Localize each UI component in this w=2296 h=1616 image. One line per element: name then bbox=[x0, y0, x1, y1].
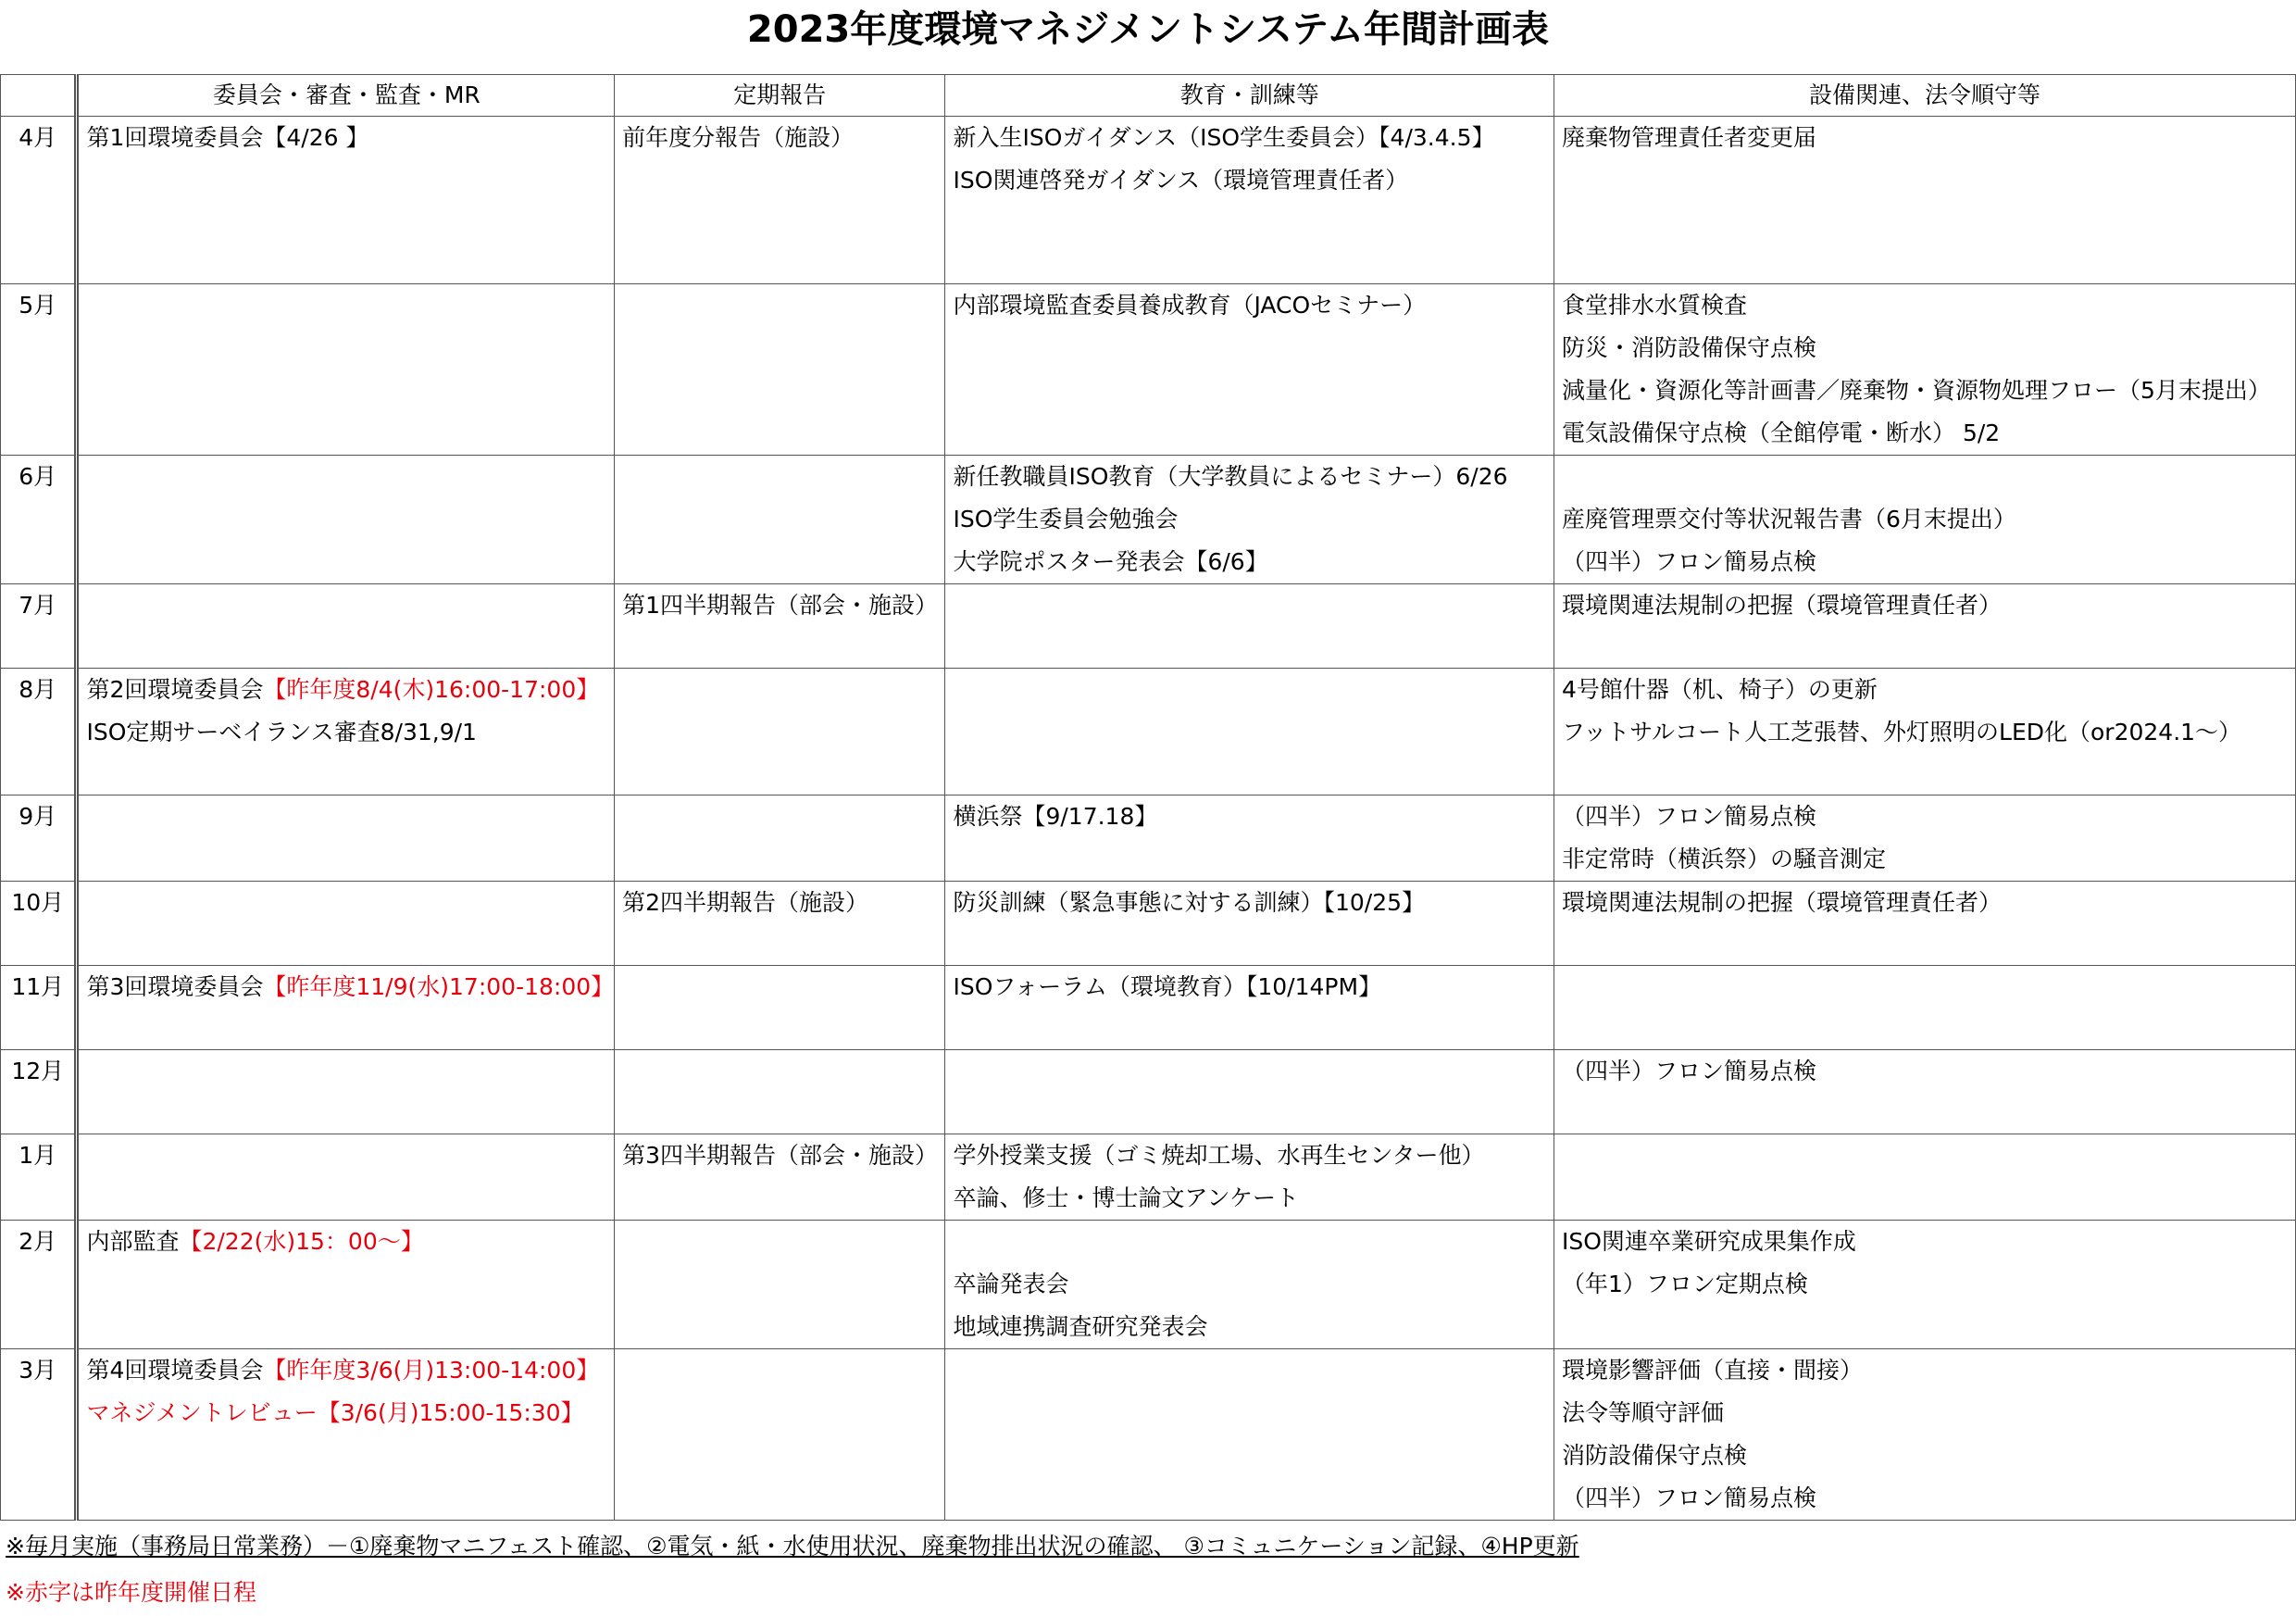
facility-item-text: 環境関連法規制の把握（環境管理責任者） bbox=[1562, 592, 2003, 619]
month-cell: 10月 bbox=[1, 882, 77, 966]
committee-cell bbox=[77, 669, 615, 795]
report-cell bbox=[615, 117, 945, 284]
committee-item bbox=[86, 1221, 614, 1263]
committee-item bbox=[86, 1349, 614, 1392]
report-item bbox=[622, 117, 944, 159]
facility-cell bbox=[1554, 882, 2296, 966]
education-cell bbox=[945, 117, 1554, 284]
facility-item-text: （四半）フロン簡易点検 bbox=[1562, 803, 1817, 830]
facility-item-text: （年1）フロン定期点検 bbox=[1562, 1271, 1808, 1297]
month-cell: 6月 bbox=[1, 456, 77, 584]
education-item-text: 卒論、修士・博士論文アンケート bbox=[953, 1184, 1299, 1211]
committee-item-red-text: 【昨年度8/4(木)16:00-17:00】 bbox=[263, 676, 600, 703]
education-item-text: 新任教職員ISO教育（大学教員によるセミナー）6/26 bbox=[953, 463, 1508, 490]
education-item bbox=[953, 1177, 1554, 1220]
report-cell bbox=[615, 284, 945, 456]
education-cell bbox=[945, 882, 1554, 966]
facility-item bbox=[1562, 456, 2295, 498]
committee-item-text: ISO定期サーベイランス審査8/31,9/1 bbox=[86, 719, 477, 745]
committee-cell bbox=[77, 456, 615, 584]
month-cell: 5月 bbox=[1, 284, 77, 456]
facility-item bbox=[1562, 669, 2295, 711]
header-month bbox=[1, 75, 77, 117]
facility-item-text: 消防設備保守点検 bbox=[1562, 1442, 1748, 1469]
education-item-text: ISOフォーラム（環境教育）【10/14PM】 bbox=[953, 973, 1382, 1000]
facility-item bbox=[1562, 882, 2295, 924]
facility-item bbox=[1562, 498, 2295, 541]
header-education: 教育・訓練等 bbox=[945, 75, 1554, 117]
facility-item-text: 産廃管理票交付等状況報告書（6月末提出） bbox=[1562, 506, 2016, 532]
education-cell bbox=[945, 966, 1554, 1050]
facility-item-text: フットサルコート人工芝張替、外灯照明のLED化（or2024.1～） bbox=[1562, 719, 2242, 745]
facility-item bbox=[1562, 370, 2295, 412]
report-item-text: 第3四半期報告（部会・施設） bbox=[622, 1142, 939, 1169]
facility-cell bbox=[1554, 117, 2296, 284]
facility-cell bbox=[1554, 284, 2296, 456]
education-item-text: 地域連携調査研究発表会 bbox=[953, 1313, 1208, 1340]
report-item bbox=[622, 584, 944, 627]
committee-item-red-text: 【2/22(水)15：00～】 bbox=[179, 1228, 424, 1255]
committee-item-red-text: マネジメントレビュー【3/6(月)15:00-15:30】 bbox=[86, 1399, 584, 1426]
month-cell: 3月 bbox=[1, 1349, 77, 1521]
report-cell bbox=[615, 1050, 945, 1134]
facility-item bbox=[1562, 1263, 2295, 1306]
facility-item-text: 4号館什器（机、椅子）の更新 bbox=[1562, 676, 1878, 703]
committee-cell bbox=[77, 1050, 615, 1134]
report-item bbox=[622, 882, 944, 924]
facility-cell bbox=[1554, 669, 2296, 795]
facility-item-text: 非定常時（横浜祭）の騒音測定 bbox=[1562, 846, 1887, 872]
table-row bbox=[1, 584, 2296, 669]
facility-item bbox=[1562, 1050, 2295, 1093]
table-row bbox=[1, 117, 2296, 284]
education-item bbox=[953, 284, 1554, 327]
month-cell: 4月 bbox=[1, 117, 77, 284]
committee-cell bbox=[77, 882, 615, 966]
facility-item bbox=[1562, 1434, 2295, 1477]
education-item-text: ISO関連啓発ガイダンス（環境管理責任者） bbox=[953, 167, 1409, 194]
table-row bbox=[1, 795, 2296, 882]
committee-item bbox=[86, 711, 614, 754]
month-cell: 2月 bbox=[1, 1221, 77, 1349]
note-red-meaning: ※赤字は昨年度開催日程 bbox=[6, 1579, 256, 1606]
education-item bbox=[953, 456, 1554, 498]
table-row bbox=[1, 284, 2296, 456]
committee-item-text: 第4回環境委員会 bbox=[86, 1357, 264, 1384]
education-item bbox=[953, 159, 1554, 202]
footnotes bbox=[6, 1523, 1579, 1616]
report-cell bbox=[615, 1349, 945, 1521]
facility-item bbox=[1562, 838, 2295, 881]
education-cell bbox=[945, 795, 1554, 882]
facility-cell bbox=[1554, 456, 2296, 584]
facility-cell bbox=[1554, 1221, 2296, 1349]
education-cell bbox=[945, 1349, 1554, 1521]
education-item-text: 学外授業支援（ゴミ焼却工場、水再生センター他） bbox=[953, 1142, 1485, 1169]
facility-item bbox=[1562, 541, 2295, 583]
committee-item-text: 第1回環境委員会【4/26 】 bbox=[86, 124, 369, 151]
committee-cell bbox=[77, 284, 615, 456]
report-item-text: 第2四半期報告（施設） bbox=[622, 889, 869, 916]
committee-item-text: 内部監査 bbox=[86, 1228, 180, 1255]
education-item bbox=[953, 795, 1554, 838]
education-item bbox=[953, 966, 1554, 1008]
report-cell bbox=[615, 1134, 945, 1221]
facility-item-text: （四半）フロン簡易点検 bbox=[1562, 548, 1817, 575]
facility-cell bbox=[1554, 966, 2296, 1050]
education-item-text: 新入生ISOガイダンス（ISO学生委員会）【4/3.4.5】 bbox=[953, 124, 1495, 151]
header-row bbox=[1, 75, 2296, 117]
committee-cell bbox=[77, 1134, 615, 1221]
education-item bbox=[953, 1134, 1554, 1177]
education-cell bbox=[945, 669, 1554, 795]
facility-item bbox=[1562, 584, 2295, 627]
committee-item bbox=[86, 966, 614, 1008]
annual-plan-table bbox=[0, 74, 2296, 1521]
facility-item bbox=[1562, 1221, 2295, 1263]
education-item-text: 大学院ポスター発表会【6/6】 bbox=[953, 548, 1268, 575]
month-cell: 8月 bbox=[1, 669, 77, 795]
month-cell: 11月 bbox=[1, 966, 77, 1050]
education-item bbox=[953, 1263, 1554, 1306]
page-title: 2023年度環境マネジメントシステム年間計画表 bbox=[746, 8, 1550, 51]
table-row bbox=[1, 1221, 2296, 1349]
education-cell bbox=[945, 1134, 1554, 1221]
education-item bbox=[953, 882, 1554, 924]
committee-cell bbox=[77, 1349, 615, 1521]
facility-item bbox=[1562, 117, 2295, 159]
facility-item bbox=[1562, 412, 2295, 455]
committee-item bbox=[86, 1392, 614, 1434]
education-item-text: 横浜祭【9/17.18】 bbox=[953, 803, 1158, 830]
table-row bbox=[1, 1050, 2296, 1134]
education-cell bbox=[945, 284, 1554, 456]
facility-item bbox=[1562, 795, 2295, 838]
facility-item bbox=[1562, 1349, 2295, 1392]
education-item-text: ISO学生委員会勉強会 bbox=[953, 506, 1179, 532]
committee-cell bbox=[77, 117, 615, 284]
facility-item bbox=[1562, 327, 2295, 370]
committee-item bbox=[86, 117, 614, 159]
table-row bbox=[1, 966, 2296, 1050]
education-item bbox=[953, 1221, 1554, 1263]
education-cell bbox=[945, 584, 1554, 669]
report-cell bbox=[615, 584, 945, 669]
education-item bbox=[953, 541, 1554, 583]
committee-item-text: 第3回環境委員会 bbox=[86, 973, 264, 1000]
facility-cell bbox=[1554, 1050, 2296, 1134]
table-row bbox=[1, 669, 2296, 795]
committee-item-text: 第2回環境委員会 bbox=[86, 676, 264, 703]
committee-cell bbox=[77, 966, 615, 1050]
facility-item-text: 減量化・資源化等計画書／廃棄物・資源物処理フロー（5月末提出） bbox=[1562, 377, 2271, 404]
committee-item-red-text: 【昨年度11/9(水)17:00-18:00】 bbox=[263, 973, 615, 1000]
facility-item-text: ISO関連卒業研究成果集作成 bbox=[1562, 1228, 1856, 1255]
education-item bbox=[953, 498, 1554, 541]
header-facility: 設備関連、法令順守等 bbox=[1554, 75, 2296, 117]
table-row bbox=[1, 1349, 2296, 1521]
committee-item-red-text: 【昨年度3/6(月)13:00-14:00】 bbox=[263, 1357, 600, 1384]
report-item-text: 第1四半期報告（部会・施設） bbox=[622, 592, 939, 619]
report-cell bbox=[615, 795, 945, 882]
header-report: 定期報告 bbox=[615, 75, 945, 117]
facility-item-text: 防災・消防設備保守点検 bbox=[1562, 334, 1817, 361]
facility-cell bbox=[1554, 1134, 2296, 1221]
education-item bbox=[953, 117, 1554, 159]
education-cell bbox=[945, 1221, 1554, 1349]
facility-item-text: （四半）フロン簡易点検 bbox=[1562, 1058, 1817, 1084]
month-cell: 9月 bbox=[1, 795, 77, 882]
facility-item-text: （四半）フロン簡易点検 bbox=[1562, 1484, 1817, 1511]
facility-item-text: 食堂排水水質検査 bbox=[1562, 292, 1748, 319]
facility-item-text: 電気設備保守点検（全館停電・断水） 5/2 bbox=[1562, 420, 2001, 446]
facility-item bbox=[1562, 1477, 2295, 1520]
facility-item bbox=[1562, 711, 2295, 754]
report-cell bbox=[615, 669, 945, 795]
education-item-text: 卒論発表会 bbox=[953, 1271, 1069, 1297]
facility-cell bbox=[1554, 584, 2296, 669]
facility-item-text: 環境関連法規制の把握（環境管理責任者） bbox=[1562, 889, 2003, 916]
report-cell bbox=[615, 882, 945, 966]
report-item bbox=[622, 1134, 944, 1177]
committee-cell bbox=[77, 1221, 615, 1349]
plan-body bbox=[1, 117, 2296, 1521]
month-cell: 1月 bbox=[1, 1134, 77, 1221]
facility-item-text: 法令等順守評価 bbox=[1562, 1399, 1725, 1426]
report-item-text: 前年度分報告（施設） bbox=[622, 124, 855, 151]
facility-item-text: 廃棄物管理責任者変更届 bbox=[1562, 124, 1817, 151]
facility-cell bbox=[1554, 1349, 2296, 1521]
education-item-text: 防災訓練（緊急事態に対する訓練）【10/25】 bbox=[953, 889, 1426, 916]
note-monthly: ※毎月実施（事務局日常業務）－①廃棄物マニフェスト確認、②電気・紙・水使用状況、廃棄物排出状況の確認、 ③コミュニケーション記録、④HP更新 bbox=[6, 1533, 1579, 1560]
education-item bbox=[953, 1306, 1554, 1348]
facility-cell bbox=[1554, 795, 2296, 882]
committee-item bbox=[86, 669, 614, 711]
month-cell: 12月 bbox=[1, 1050, 77, 1134]
header-committee: 委員会・審査・監査・MR bbox=[77, 75, 615, 117]
facility-item bbox=[1562, 1392, 2295, 1434]
month-cell: 7月 bbox=[1, 584, 77, 669]
facility-item-text: 環境影響評価（直接・間接） bbox=[1562, 1357, 1864, 1384]
report-cell bbox=[615, 456, 945, 584]
education-cell bbox=[945, 1050, 1554, 1134]
committee-cell bbox=[77, 795, 615, 882]
report-cell bbox=[615, 966, 945, 1050]
table-row bbox=[1, 1134, 2296, 1221]
report-cell bbox=[615, 1221, 945, 1349]
table-row bbox=[1, 456, 2296, 584]
education-item-text: 内部環境監査委員養成教育（JACOセミナー） bbox=[953, 292, 1427, 319]
table-row bbox=[1, 882, 2296, 966]
facility-item bbox=[1562, 284, 2295, 327]
committee-cell bbox=[77, 584, 615, 669]
education-cell bbox=[945, 456, 1554, 584]
